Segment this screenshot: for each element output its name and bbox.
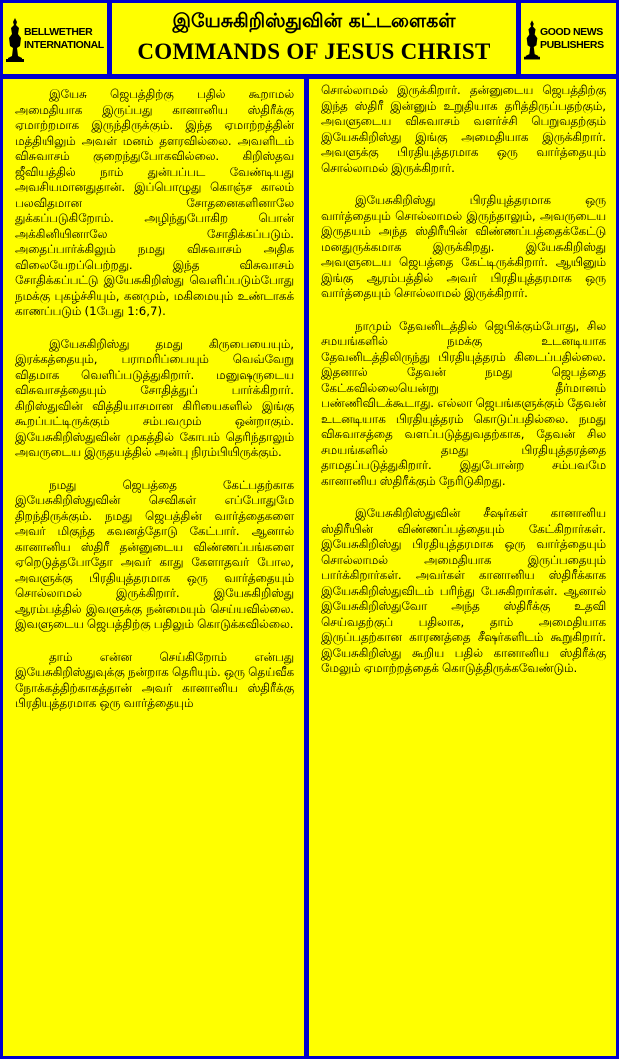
good-news-logo bbox=[521, 3, 616, 74]
paragraph: இயேசு ஜெபத்திற்கு பதில் கூறாமல் அமைதியாக இருப்பது கானானிய ஸ்திரீக்கு ஏமாற்றமாக இருந்திருக்கும். இந்த ஏமாற்றத்தின் மத்தியிலும் அவள் மனம் தளரவில்லை. அவளிடம் விசுவாசம் குறைந்துபோகவில்லை. கிறிஸ்தவ ஜீவியத்தில் நாம் துன்பப்பட வேண்டியது அவசியமானதுதான். இப்பொழுது கொஞ்ச காலம் பலவிதமான சோதனைகளினாலே துக்கப்படுகிறோம். அழிந்துபோகிற பொன் அக்கினியினாலே சோதிக்கப்படும். அதைப்பார்க்கிலும் நமது விசுவாசம் அதிக விலையேறப்பெற்றது. இந்த விசுவாசம் சோதிக்கப்பட்டு இயேசுகிறிஸ்து வெளிப்படும்போது நமக்கு புகழ்ச்சியும், கனமும், மகிமையும் உண்டாகக் காணப்படும் (1பேது 1:6,7). bbox=[15, 87, 294, 318]
paragraph: இயேசுகிறிஸ்து தமது கிருபையையும், இரக்கத்தையும், பராமரிப்பையும் வெவ்வேறு விதமாக வெளிப்படுத்துகிறார். மனுஷருடைய விசுவாசத்தையும் சோதித்துப் பார்க்கிறார். கிறிஸ்துவின் வித்தியாசமான கிரியைகளில் இங்கு கூறப்பட்டிருக்கும் சம்பவமும் ஒன்றாகும். இயேசுகிறிஸ்துவின் முகத்தில் கோபம் தெரிந்தாலும் அவருடைய இருதயத்தில் அன்பு நிரம்பியிருக்கும். bbox=[15, 336, 294, 459]
logo-line-1: GOOD NEWS bbox=[540, 25, 603, 38]
bellwether-logo bbox=[3, 3, 107, 74]
paragraph: இயேசுகிறிஸ்துவின் சீஷர்கள் கானானிய ஸ்திரீயின் விண்ணப்பத்தையும் கேட்கிறார்கள். இயேசுகிறிஸ்து பிரதியுத்தரமாக ஒரு வார்த்தையும் சொல்லாமல் அமைதியாக இருப்பதையும் பார்க்கிறார்கள். அவர்கள் கானானிய ஸ்திரீக்காக இயேசுகிறிஸ்துவிடம் பரிந்து பேசுகிறார்கள். ஆனால் இயேசுகிறிஸ்துவோ அந்த ஸ்திரீக்கு உதவி செய்வதற்குப் பதிலாக, தாம் அமைதியாக இருப்பதற்கான காரணத்தை சீஷர்களிடம் கூறுகிறார். இயேசுகிறிஸ்து கூறிய பதில் கானானிய ஸ்திரீக்கு மேலும் ஏமாற்றத்தைக் கொடுத்திருக்கவேண்டும். bbox=[321, 506, 606, 675]
paragraph: இயேசுகிறிஸ்து பிரதியுத்தரமாக ஒரு வார்த்தையும் சொல்லாமல் இருந்தாலும், அவருடைய இருதயம் அந்த ஸ்திரீயின் விண்ணப்பத்தைக்கேட்டு மனதுருக்கமாக இருக்கிறது. இயேசுகிறிஸ்து அவளுடைய ஜெபத்தை கேட்டிருக்கிறார். ஆயினும் இங்கு ஆரம்பத்தில் அவர் பிரதியுத்தரமாக ஒரு வார்த்தையும் சொல்லாமல் இருக்கிறார். bbox=[321, 193, 606, 300]
logo-line-2: INTERNATIONAL bbox=[24, 38, 104, 51]
rider-icon bbox=[524, 16, 540, 62]
right-column bbox=[309, 79, 616, 1056]
paragraph: நாமும் தேவனிடத்தில் ஜெபிக்கும்போது, சில சமயங்களில் நமக்கு உடனடியாக தேவனிடத்திலிருந்து பிரதியுத்தரம் கிடைப்பதில்லை. இதனால் தேவன் நமது ஜெபத்தை கேட்கவில்லையென்று தீர்மானம் பண்ணிவிடக்கூடாது. எல்லா ஜெபங்களுக்கும் தேவன் உடனடியாக பிரதியுத்தரம் கொடுப்பதில்லை. நமது விசுவாசத்தை வளப்படுத்துவதற்காக, தேவன் சில சமயங்களில் தமது பிரதியுத்தரத்தை தாமதப்படுத்துகிறார். இதுபோன்ற சம்பவமே கானானிய ஸ்திரீக்கும் நேரிடுகிறது. bbox=[321, 318, 606, 488]
logo-line-2: PUBLISHERS bbox=[540, 38, 604, 51]
left-column bbox=[3, 79, 304, 1056]
bellwether-logo-text bbox=[24, 26, 104, 52]
good-news-logo-text bbox=[540, 26, 604, 52]
paragraph-continued: சொல்லாமல் இருக்கிறார். தன்னுடைய ஜெபத்திற்கு இந்த ஸ்திரீ இன்னும் உறுதியாக தரித்திருப்பதற்கும், அவளுடைய விசுவாசம் வளர்ச்சி பெறுவதற்கும் இயேசுகிறிஸ்து இங்கு அமைதியாக இருக்கிறார். அவளுக்கு பிரதியுத்தரமாக ஒரு வார்த்தையும் சொல்லாமல் இருக்கிறார். bbox=[321, 83, 606, 175]
logo-line-1: BELLWETHER bbox=[24, 25, 93, 38]
paragraph: நமது ஜெபத்தை கேட்பதற்காக இயேசுகிறிஸ்துவின் செவிகள் எப்போதுமே திறந்திருக்கும். நமது ஜெபத்தின் வார்த்தைகளை அவர் மிகுந்த கவனத்தோடு கேட்பார். ஆனால் கானானிய ஸ்திரீ தன்னுடைய விண்ணப்பங்களை ஏறெடுத்தபோதோ அவர் காது கேளாதவர் போல, அவளுக்கு பிரதியுத்தரமாக ஒரு வார்த்தையும் சொல்லாமல் இருக்கிறார். இயேசுகிறிஸ்து ஆரம்பத்தில் இவளுக்கு நன்மையும் செய்யவில்லை. இவளுடைய ஜெபத்திற்கு பதிலும் கொடுக்கவில்லை. bbox=[15, 477, 294, 631]
page-title-english: COMMANDS OF JESUS CHRIST bbox=[137, 39, 491, 64]
paragraph: தாம் என்ன செய்கிறோம் என்பது இயேசுகிறிஸ்துவுக்கு நன்றாக தெரியும். ஒரு தெய்வீக நோக்கத்திற்காகத்தான் அவர் கானானிய ஸ்திரீக்கு பிரதியுத்தரமாக ஒரு வார்த்தையும் bbox=[15, 649, 294, 710]
page-title-tamil: இயேசுகிறிஸ்துவின் கட்டளைகள் bbox=[172, 10, 456, 32]
rider-icon bbox=[6, 16, 24, 62]
title-banner bbox=[112, 3, 516, 74]
